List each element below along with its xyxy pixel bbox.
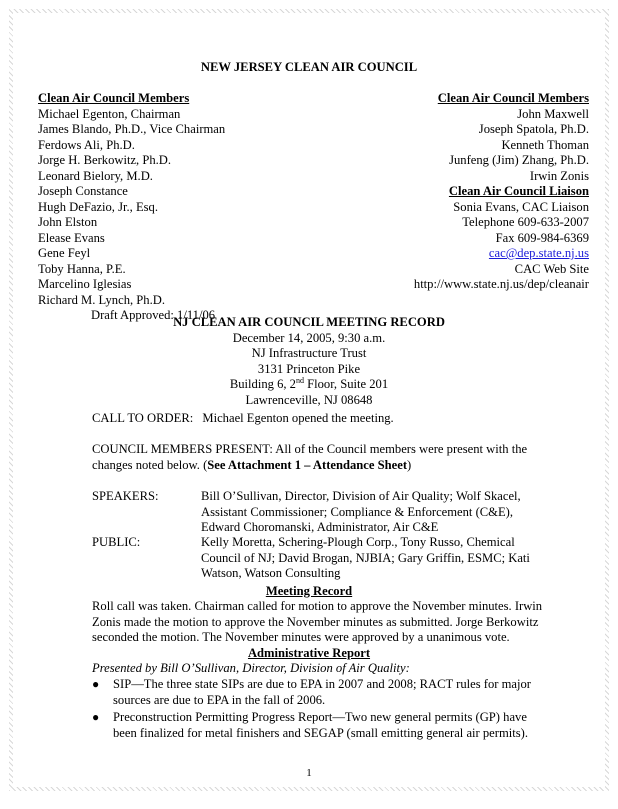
member-name: Irwin Zonis	[529, 168, 589, 183]
bullet-dot-icon: ●	[92, 677, 100, 691]
admin-report-heading: Administrative Report	[247, 646, 371, 660]
meeting-record-body	[92, 599, 542, 646]
public-label: PUBLIC:	[92, 535, 141, 549]
council-title: NEW JERSEY CLEAN AIR COUNCIL	[200, 60, 418, 74]
member-name: John Maxwell	[517, 106, 589, 121]
member-name: John Elston	[38, 215, 98, 229]
meeting-title: NJ CLEAN AIR COUNCIL MEETING RECORD	[173, 315, 445, 329]
draft-approved: Draft Approved: 1/11/06	[91, 308, 216, 322]
member-name: Toby Hanna, P.E.	[38, 261, 126, 276]
right-members-list	[414, 107, 589, 185]
meeting-street: 3131 Princeton Pike	[257, 361, 361, 376]
liaison-telephone: Telephone 609-633-2007	[462, 215, 589, 229]
member-name: James Blando, Ph.D., Vice Chairman	[38, 122, 226, 136]
liaison-email-link[interactable]: cac@dep.state.nj.us	[488, 246, 589, 260]
member-name: Jorge H. Berkowitz, Ph.D.	[38, 153, 172, 167]
bullet-line: SIP—The three state SIPs are due to EPA in 2007 and 2008; RACT rules for major	[113, 677, 531, 691]
public-line: Watson, Watson Consulting	[201, 566, 341, 580]
left-members-list	[38, 107, 225, 309]
member-name: Marcelino Iglesias	[38, 277, 132, 291]
bullet-line: been finalized for metal finishers and SEGAP (small emitting general air permits).	[113, 725, 529, 740]
document-page	[9, 9, 609, 791]
member-name: Richard M. Lynch, Ph.D.	[38, 292, 165, 307]
call-to-order	[92, 411, 394, 427]
meeting-building: Building 6, 2nd Floor, Suite 201	[229, 375, 389, 391]
speakers-label: SPEAKERS:	[92, 489, 159, 503]
member-name: Junfeng (Jim) Zhang, Ph.D.	[449, 153, 589, 167]
members-present	[92, 442, 527, 473]
public-line: Council of NJ; David Brogan, NJBIA; Gary Griffin, ESMC; Kati	[201, 550, 530, 565]
attachment-reference: See Attachment 1 – Attendance Sheet	[207, 457, 408, 472]
members-present-line: changes noted below. (See Attachment 1 – Attendance Sheet)	[92, 457, 412, 472]
admin-report-presenter: Presented by Bill O’Sullivan, Director, Division of Air Quality:	[92, 661, 410, 675]
member-name: Kenneth Thoman	[501, 137, 589, 152]
call-to-order-label: CALL TO ORDER:	[92, 411, 194, 425]
member-name: Leonard Bielory, M.D.	[38, 168, 153, 183]
call-to-order-text: Michael Egenton opened the meeting.	[202, 411, 394, 425]
member-name: Ferdows Ali, Ph.D.	[38, 137, 135, 152]
member-name: Gene Feyl	[38, 246, 91, 260]
public-line: Kelly Moretta, Schering-Plough Corp., Tony Russo, Chemical	[201, 535, 515, 549]
member-name: Elease Evans	[38, 230, 105, 245]
page-number: 1	[306, 767, 312, 779]
meeting-record-line: Zonis made the motion to approve the November minutes as submitted. Jorge Berkowitz	[92, 614, 539, 629]
right-members-heading: Clean Air Council Members	[437, 91, 589, 105]
liaison-fax: Fax 609-984-6369	[495, 230, 589, 245]
right-members-column	[414, 91, 589, 293]
speaker-line: Assistant Commissioner; Compliance & Enforcement (C&E),	[201, 504, 513, 519]
meeting-record-line: Roll call was taken. Chairman called for motion to approve the November minutes. Irwin	[92, 599, 543, 613]
member-name: Michael Egenton, Chairman	[38, 106, 181, 121]
meeting-record-line: seconded the motion. The November minutes were approved by a unanimous vote.	[92, 630, 510, 644]
meeting-record-heading: Meeting Record	[265, 584, 353, 598]
left-members-column	[38, 91, 225, 324]
member-name: Joseph Constance	[38, 184, 128, 198]
meeting-header	[13, 315, 605, 408]
admin-report-bullets	[92, 677, 592, 741]
public-list	[201, 535, 530, 582]
meeting-city: Lawrenceville, NJ 08648	[245, 392, 373, 407]
member-name: Joseph Spatola, Ph.D.	[478, 122, 589, 136]
website-url: http://www.state.nj.us/dep/cleanair	[413, 277, 589, 291]
left-members-heading: Clean Air Council Members	[38, 91, 190, 105]
liaison-heading: Clean Air Council Liaison	[448, 184, 589, 198]
member-name: Hugh DeFazio, Jr., Esq.	[38, 199, 158, 214]
bullet-line: sources are due to EPA in the fall of 2006.	[113, 692, 326, 707]
website-label: CAC Web Site	[514, 261, 589, 276]
speaker-line: Bill O’Sullivan, Director, Division of Air Quality; Wolf Skacel,	[201, 489, 521, 503]
meeting-date: December 14, 2005, 9:30 a.m.	[232, 330, 386, 345]
speakers-list	[201, 489, 521, 536]
liaison-name: Sonia Evans, CAC Liaison	[453, 199, 589, 214]
meeting-venue: NJ Infrastructure Trust	[251, 346, 367, 360]
bullet-dot-icon: ●	[92, 710, 100, 724]
members-present-line: COUNCIL MEMBERS PRESENT: All of the Council members were present with the	[92, 442, 528, 456]
bullet-line: Preconstruction Permitting Progress Report—Two new general permits (GP) have	[113, 710, 527, 724]
bullet-item	[92, 710, 592, 741]
speaker-line: Edward Choromanski, Administrator, Air C&E	[201, 520, 439, 534]
bullet-item	[92, 677, 592, 708]
